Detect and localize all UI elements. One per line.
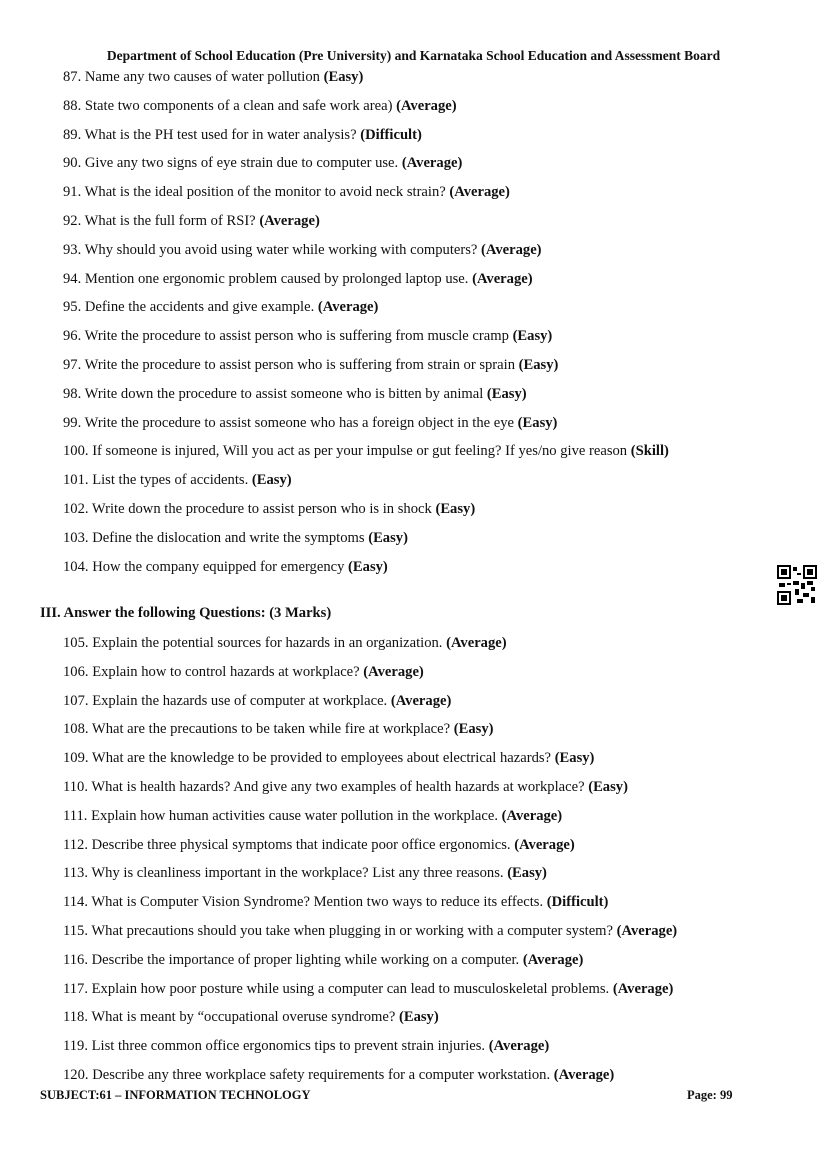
difficulty-label: (Average)	[472, 270, 533, 287]
question-text: 97. Write the procedure to assist person who is suffering from strain or sprain	[63, 357, 519, 373]
question-item	[63, 212, 320, 230]
question-text: 107. Explain the hazards use of computer at workplace.	[63, 692, 391, 709]
difficulty-label: (Easy)	[588, 779, 628, 795]
difficulty-label: (Average)	[401, 155, 463, 172]
difficulty-label: (Easy)	[398, 1009, 439, 1026]
question-text: 98. Write down the procedure to assist someone who is bitten by animal	[63, 385, 487, 402]
footer-subject: SUBJECT:61 – INFORMATION TECHNOLOGY	[40, 1088, 311, 1102]
question-text: 115. What precautions should you take when plugging in or working with a computer system?	[63, 923, 617, 939]
question-text: 106. Explain how to control hazards at workplace?	[63, 663, 364, 680]
question-item	[63, 893, 608, 911]
difficulty-label: (Easy)	[251, 472, 292, 489]
qr-code-icon	[777, 565, 817, 605]
difficulty-label: (Easy)	[554, 750, 595, 767]
question-item	[63, 634, 507, 652]
difficulty-label: (Average)	[522, 951, 584, 968]
question-item	[63, 980, 673, 998]
difficulty-label: (Skill)	[630, 443, 669, 460]
question-item	[63, 951, 583, 969]
difficulty-label: (Easy)	[348, 558, 388, 575]
question-text: 100. If someone is injured, Will you act as per your impulse or gut feeling? If yes/no give reason	[63, 443, 631, 460]
question-text: 119. List three common office ergonomics tips to prevent strain injuries.	[63, 1038, 489, 1055]
question-text: 87. Name any two causes of water pollution	[63, 69, 324, 85]
question-text: 102. Write down the procedure to assist person who is in shock	[63, 501, 436, 517]
difficulty-label: (Easy)	[507, 865, 547, 882]
question-item	[63, 836, 575, 854]
question-item	[63, 778, 628, 796]
question-item	[63, 471, 292, 489]
question-item	[63, 1037, 549, 1055]
question-text: 105. Explain the potential sources for hazards in an organization.	[63, 635, 447, 651]
question-item	[63, 529, 408, 547]
question-text: 91. What is the ideal position of the monitor to avoid neck strain?	[63, 184, 450, 201]
question-text: 89. What is the PH test used for in water analysis?	[63, 126, 361, 143]
question-item	[63, 663, 424, 681]
footer-page-number: Page: 99	[687, 1088, 733, 1102]
question-item	[63, 356, 558, 374]
question-text: 99. Write the procedure to assist someone who has a foreign object in the eye	[63, 414, 518, 431]
question-text: 108. What are the precautions to be taken while fire at workplace?	[63, 721, 454, 738]
difficulty-label: (Average)	[446, 635, 507, 651]
question-text: 96. Write the procedure to assist person who is suffering from muscle cramp	[63, 328, 513, 345]
difficulty-label: (Easy)	[368, 529, 408, 546]
question-item	[63, 270, 533, 288]
difficulty-label: (Difficult)	[546, 894, 609, 911]
difficulty-label: (Average)	[514, 836, 575, 853]
page-header: Department of School Education (Pre University) and Karnataka School Education and Assessment Board	[106, 48, 721, 63]
question-text: 113. Why is cleanliness important in the workplace? List any three reasons.	[63, 865, 508, 882]
question-item	[63, 922, 677, 940]
difficulty-label: (Difficult)	[360, 126, 422, 143]
question-item	[63, 558, 388, 576]
question-text: 110. What is health hazards? And give any two examples of health hazards at workplace?	[63, 779, 589, 795]
difficulty-label: (Easy)	[453, 721, 494, 738]
question-item	[63, 68, 363, 86]
difficulty-label: (Average)	[317, 299, 379, 316]
question-item	[63, 385, 527, 403]
question-text: 88. State two components of a clean and safe work area)	[63, 97, 397, 114]
question-item	[63, 97, 457, 115]
difficulty-label: (Easy)	[517, 414, 558, 431]
question-item	[63, 692, 451, 710]
difficulty-label: (Average)	[553, 1067, 615, 1083]
question-text: 111. Explain how human activities cause water pollution in the workplace.	[63, 807, 502, 824]
difficulty-label: (Average)	[481, 241, 542, 258]
difficulty-label: (Average)	[616, 923, 678, 939]
difficulty-label: (Average)	[390, 692, 452, 709]
question-item	[63, 720, 494, 738]
difficulty-label: (Average)	[449, 184, 510, 201]
difficulty-label: (Easy)	[323, 69, 364, 85]
question-item	[63, 183, 510, 201]
difficulty-label: (Average)	[488, 1038, 550, 1055]
difficulty-label: (Average)	[396, 97, 457, 114]
question-text: 116. Describe the importance of proper lighting while working on a computer.	[63, 951, 523, 968]
question-item	[63, 1008, 439, 1026]
question-item	[63, 126, 422, 144]
question-text: 120. Describe any three workplace safety requirements for a computer workstation.	[63, 1067, 554, 1083]
difficulty-label: (Easy)	[512, 328, 553, 345]
difficulty-label: (Average)	[363, 663, 424, 680]
difficulty-label: (Easy)	[486, 385, 527, 402]
difficulty-label: (Easy)	[435, 501, 476, 517]
question-item	[63, 327, 552, 345]
question-item	[63, 807, 562, 825]
question-text: 112. Describe three physical symptoms that indicate poor office ergonomics.	[63, 836, 515, 853]
question-item	[63, 414, 557, 432]
difficulty-label: (Average)	[501, 807, 563, 824]
question-item	[63, 1066, 614, 1084]
question-text: 90. Give any two signs of eye strain due to computer use.	[63, 155, 402, 172]
question-text: 103. Define the dislocation and write the symptoms	[63, 529, 369, 546]
question-text: 101. List the types of accidents.	[63, 472, 252, 489]
difficulty-label: (Average)	[259, 213, 320, 229]
question-text: 104. How the company equipped for emergency	[63, 558, 349, 575]
question-item	[63, 442, 669, 460]
question-text: 118. What is meant by “occupational overuse syndrome?	[63, 1009, 399, 1026]
question-item	[63, 241, 542, 259]
question-item	[63, 298, 378, 316]
difficulty-label: (Average)	[612, 980, 674, 997]
question-text: 94. Mention one ergonomic problem caused by prolonged laptop use.	[63, 270, 473, 287]
question-text: 117. Explain how poor posture while using a computer can lead to musculoskeletal problems.	[63, 980, 613, 997]
question-text: 109. What are the knowledge to be provided to employees about electrical hazards?	[63, 750, 555, 767]
question-text: 114. What is Computer Vision Syndrome? Mention two ways to reduce its effects.	[63, 894, 547, 911]
question-item	[63, 154, 462, 172]
question-text: 92. What is the full form of RSI?	[63, 213, 260, 229]
question-item	[63, 864, 547, 882]
question-text: 93. Why should you avoid using water while working with computers?	[63, 241, 482, 258]
question-item	[63, 749, 594, 767]
section-heading: III. Answer the following Questions: (3 Marks)	[40, 605, 332, 621]
difficulty-label: (Easy)	[518, 357, 559, 373]
question-item	[63, 500, 475, 518]
question-text: 95. Define the accidents and give example.	[63, 299, 318, 316]
